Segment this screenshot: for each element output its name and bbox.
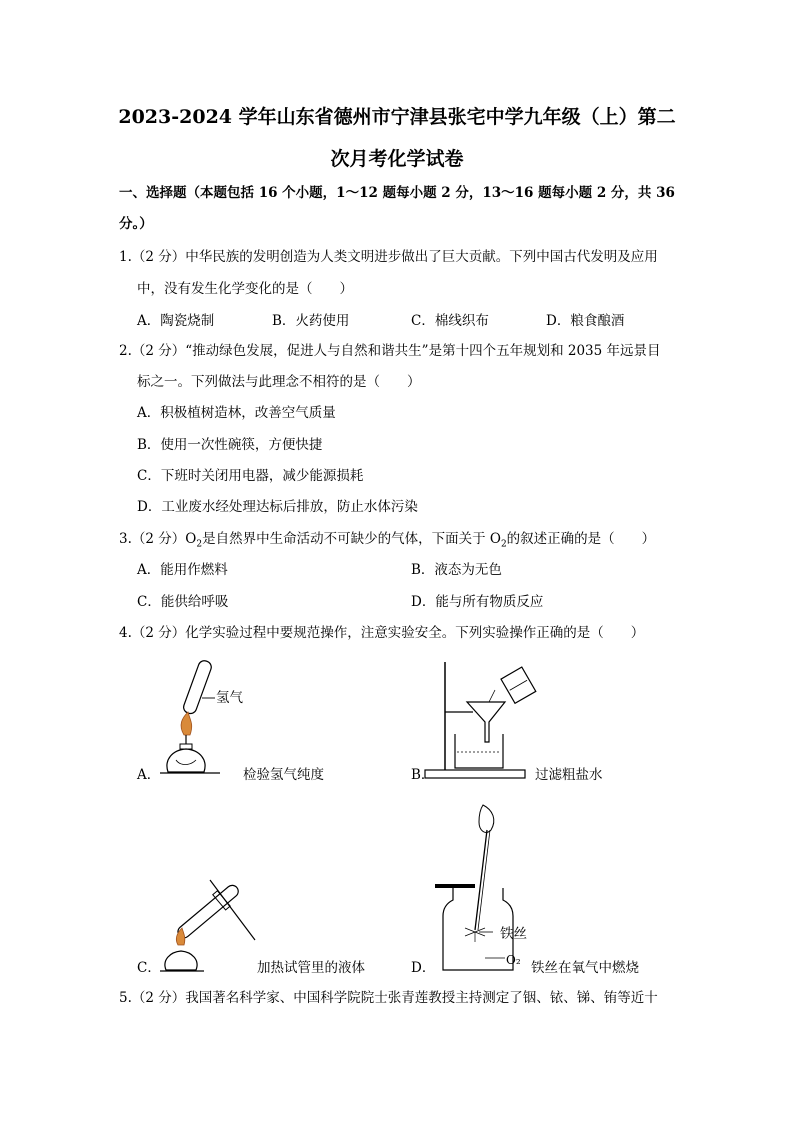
q2-stem-line1: 2.（2 分）“推动绿色发展，促进人与自然和谐共生”是第十四个五年规划和 2035 年远景目 [119, 343, 661, 359]
q1-option-c: C．棉线织布 [411, 313, 489, 329]
q4-option-a-caption: 检验氢气纯度 [243, 767, 324, 783]
q4-figure-d-label-iron-wire: 铁丝 [500, 926, 527, 942]
q3-option-b: B．液态为无色 [411, 562, 502, 578]
q4-option-c-caption: 加热试管里的液体 [257, 960, 365, 976]
q1-option-a: A．陶瓷烧制 [137, 313, 215, 329]
q2-option-d: D．工业废水经处理达标后排放，防止水体污染 [137, 499, 418, 515]
q2-option-b: B．使用一次性碗筷，方便快捷 [137, 437, 323, 453]
q4-option-c-letter: C． [137, 960, 161, 976]
q3-option-d: D．能与所有物质反应 [411, 594, 544, 610]
q1-stem-line1: 1.（2 分）中华民族的发明创造为人类文明进步做出了巨大贡献。下列中国古代发明及应用 [119, 249, 658, 265]
q4-option-a-letter: A． [137, 767, 161, 783]
q4-figure-c-heating-test-tube [160, 870, 260, 975]
q4-option-b-caption: 过滤粗盐水 [535, 767, 603, 783]
q3-option-a: A．能用作燃料 [137, 562, 228, 578]
section-heading-line2: 分。） [119, 216, 153, 232]
q2-stem-line2: 标之一。下列做法与此理念不相符的是（ ） [137, 374, 421, 390]
q4-figure-b-filtration [425, 662, 545, 782]
q4-figure-a-hydrogen-test [160, 660, 260, 778]
q2-option-a: A．积极植树造林，改善空气质量 [137, 405, 336, 421]
q5-stem-line1: 5.（2 分）我国著名科学家、中国科学院院士张青莲教授主持测定了铟、铱、锑、铕等近十 [119, 990, 658, 1006]
q3-stem-part2: 是自然界中生命活动不可缺少的气体，下面关于 O [202, 531, 501, 547]
q4-stem: 4.（2 分）化学实验过程中要规范操作，注意实验安全。下列实验操作正确的是（ ） [119, 625, 645, 641]
q3-stem-part3: 的叙述正确的是（ ） [506, 531, 656, 547]
q3-stem-part1: 3.（2 分）O [119, 531, 197, 547]
section-heading-line1: 一、选择题（本题包括 16 个小题，1～12 题每小题 2 分，13～16 题每小题 2 分，共 36 [119, 185, 675, 201]
q3-subscript-2: 2 [500, 539, 507, 550]
page-title-line2: 次月考化学试卷 [330, 148, 464, 170]
q4-option-d-caption: 铁丝在氧气中燃烧 [531, 960, 639, 976]
q1-option-d: D．粮食酿酒 [546, 313, 625, 329]
q4-option-d-letter: D． [411, 960, 436, 976]
q4-figure-a-label-hydrogen: 氢气 [216, 690, 243, 706]
q2-option-c: C．下班时关闭用电器，减少能源损耗 [137, 468, 364, 484]
q4-figure-d-iron-wire-oxygen [435, 800, 535, 975]
q3-subscript-1: 2 [196, 539, 203, 550]
q4-option-b-letter: B． [411, 767, 435, 783]
q1-stem-line2: 中，没有发生化学变化的是（ ） [137, 281, 353, 297]
page-title-line1: 2023-2024 学年山东省德州市宁津县张宅中学九年级（上）第二 [118, 106, 676, 128]
q4-figure-d-label-o2: O₂ [506, 953, 521, 967]
q3-option-c: C．能供给呼吸 [137, 594, 229, 610]
q1-option-b: B．火药使用 [272, 313, 350, 329]
q3-stem [119, 529, 655, 555]
